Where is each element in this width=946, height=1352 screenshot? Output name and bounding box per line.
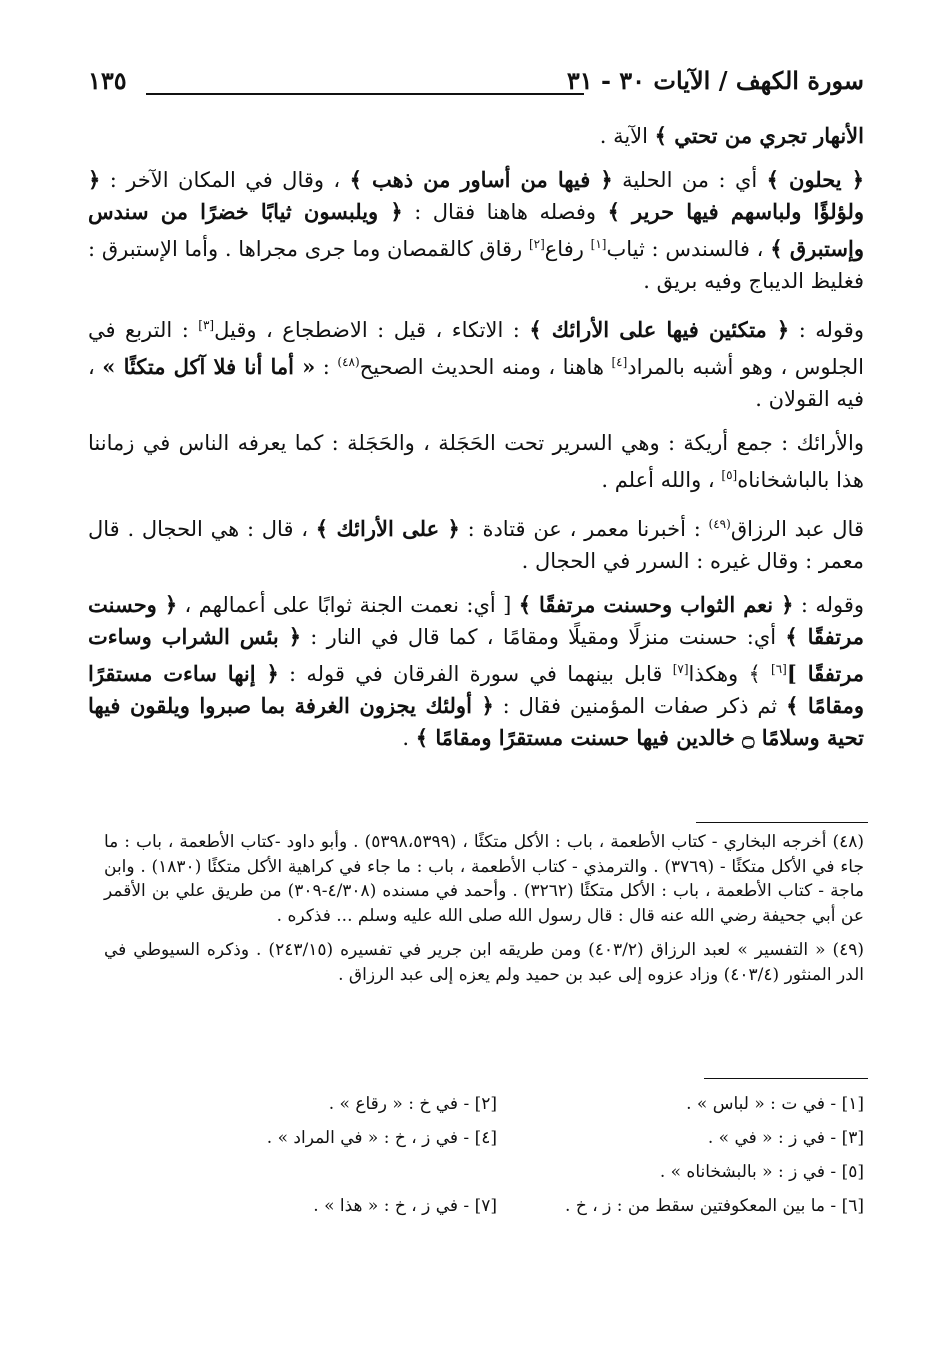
quran-quote: ﴿ إنها ساءت مستقرًا ومقامًا ﴾ [88, 661, 864, 718]
footnote-marker: [٣] [198, 318, 215, 332]
text-run: هاهنا ، ومنه الحديث الصحيح [359, 355, 612, 379]
variant-note: [٢] - في خ : « رقاع » . [328, 1094, 497, 1114]
variants-separator [704, 1078, 868, 1079]
running-header [88, 66, 864, 106]
text-run: الآية . [599, 124, 655, 148]
variant-row [130, 1094, 864, 1128]
paragraph [88, 120, 864, 152]
text-run: ، وقال في المكان الآخر : [100, 168, 350, 192]
quran-quote: ﴿ بئس الشراب وساءت مرتفقًا ] [88, 624, 865, 686]
quran-quote: ﴿ متكئين فيها على الأرائك ﴾ [529, 317, 790, 342]
page-number: ١٣٥ [88, 66, 127, 95]
variant-row [130, 1128, 864, 1162]
variant-note: [٣] - في ز : « في » . [707, 1128, 864, 1148]
text-run: وقوله : [789, 318, 864, 342]
footnote-marker: (٤٩) [708, 517, 731, 531]
paragraph [88, 427, 864, 496]
text-run: وفصله هاهنا فقال : [402, 200, 608, 224]
text-run: والأرائك : جمع أريكة : وهي السرير تحت الحَجَلة ، والحَجَلة : كما يعرفه الناس في زماننا هذا بالباشخاناه [88, 431, 864, 492]
text-run: قال عبد الرزاق [730, 517, 864, 541]
variant-note: [٧] - في ز ، خ : « هذا » . [313, 1196, 497, 1216]
manuscript-variants [130, 1094, 864, 1230]
variant-note: [١] - في ت : « لباس » . [686, 1094, 864, 1114]
text-run: ثم ذكر صفات المؤمنين فقال : [493, 694, 787, 718]
text-run: : أخبرنا معمر ، عن قتادة : [459, 517, 709, 541]
text-run: : الاتكاء ، قيل : الاضطجاع ، وقيل [214, 318, 530, 342]
quran-quote: ﴿ فيها من أساور من ذهب ﴾ [349, 167, 613, 192]
text-run: أي : من الحلية [612, 168, 767, 192]
quran-quote: الأنهار تجري من تحتي ﴾ [654, 123, 864, 148]
quran-quote: ﴿ أولئك يجزون الغرفة بما صبروا ويلقون فيها تحية وسلامًا ۝ خالدين فيها حسنت مستقرًا ومقامًا ﴾ [88, 693, 864, 750]
quran-quote: ﴿ ويلبسون ثيابًا خضرًا من سندس وإستبرق ﴾ [88, 199, 864, 261]
variant-note [130, 1162, 497, 1196]
paragraph [88, 589, 864, 754]
text-run: : [315, 355, 338, 379]
text-run: رقاق كالقمصان وما جرى مجراها . وأما الإستبرق : فغليظ الديباج وفيه بريق . [88, 237, 864, 293]
variant-row [130, 1196, 864, 1230]
footnote-marker: (٤٨) [337, 355, 360, 369]
quran-quote: ﴿ نعم الثواب وحسنت مرتفقًا ﴾ [518, 592, 794, 617]
text-run: [ أي: نعمت الجنة ثوابًا على أعمالهم ، [177, 593, 519, 617]
quran-quote: ﴿ ولؤلؤًا ولباسهم فيها حرير ﴾ [88, 167, 865, 224]
footnotes [104, 830, 864, 997]
text-run: : التربع في الجلوس ، وهو أشبه بالمراد [88, 318, 864, 379]
text-run: ، فالسندس : ثياب [606, 237, 771, 261]
footnote-49: (٤٩) « التفسير » لعبد الرزاق (٤٠٣/٢) ومن طريقه ابن جرير في تفسيره (٢٤٣/١٥) . وذكره السيوطي في الدر المنثور (٤٠٣/٤) وزاد عزوه إلى عبد بن حميد ولم يعزه إلى عبد الرزاق . [104, 940, 864, 985]
main-text [88, 120, 864, 766]
text-run: أي: حسنت منزلًا ومقيلًا ومقامًا ، كما قال في النار : [301, 625, 786, 649]
paragraph [88, 309, 864, 415]
footnote-separator [696, 822, 868, 823]
variant-note: [٦] - ما بين المعكوفتين سقط من : ز ، خ . [565, 1196, 864, 1216]
variant-note: [٥] - في ز : « بالبشخاناه » . [659, 1162, 864, 1182]
running-title: سورة الكهف / الآيات ٣٠ - ٣١ [566, 66, 864, 95]
footnote-marker: [١] [590, 237, 607, 251]
header-rule [146, 93, 584, 95]
footnote-marker: [٥] [721, 468, 738, 482]
footnote-marker: [٧] [672, 662, 689, 676]
text-run: ، والله أعلم . [601, 468, 722, 492]
quran-quote: « أما أنا فلا آكل متكئًا » [102, 354, 316, 379]
quran-quote: ﴿ على الأرائك ﴾ [315, 516, 460, 541]
paragraph [88, 508, 864, 577]
text-run: ، فيه القولان . [88, 355, 864, 411]
variant-row [130, 1162, 864, 1196]
text-run: ﴾ وهكذا [688, 662, 772, 686]
footnote-48: (٤٨) أخرجه البخاري - كتاب الأطعمة ، باب : الأكل متكئًا ، (٥٣٩٨،٥٣٩٩) . وأبو داود -كتاب الأطعمة ، باب : ما جاء في الأكل متكئًا - (٣٧٦٩) . والترمذي - كتاب الأطعمة ، باب : ما جاء في كراهية الأكل متكئًا (١٨٣٠) . وابن ماجة - كتاب الأطعمة ، باب : الأكل متكئًا (٣٢٦٢) . وأحمد في مسنده (٤/٣٠٨-٣٠٩) من طريق علي بن الأقمر عن أبي جحيفة رضي الله عنه قال : قال رسول الله صلى الله عليه وسلم ... فذكره . [104, 832, 864, 926]
text-run: ، قال : هي الحجال . قال معمر : وقال غيره : السرر في الحجال . [88, 517, 864, 573]
quran-quote: ﴿ وحسنت مرتفقًا ﴾ [88, 592, 864, 649]
text-run: وقوله : [793, 593, 864, 617]
footnote-marker: [٤] [611, 355, 628, 369]
paragraph [88, 164, 864, 297]
variant-note: [٤] - في ز ، خ : « في المراد » . [266, 1128, 497, 1148]
text-run: رفاع [544, 237, 591, 261]
text-run: قابل بينهما في سورة الفرقان في قوله : [278, 662, 673, 686]
text-run: . [402, 726, 416, 750]
footnote-marker: [٢] [528, 237, 545, 251]
footnote-marker: [٦] [771, 662, 787, 676]
quran-quote: ﴿ يحلون ﴾ [766, 167, 865, 192]
